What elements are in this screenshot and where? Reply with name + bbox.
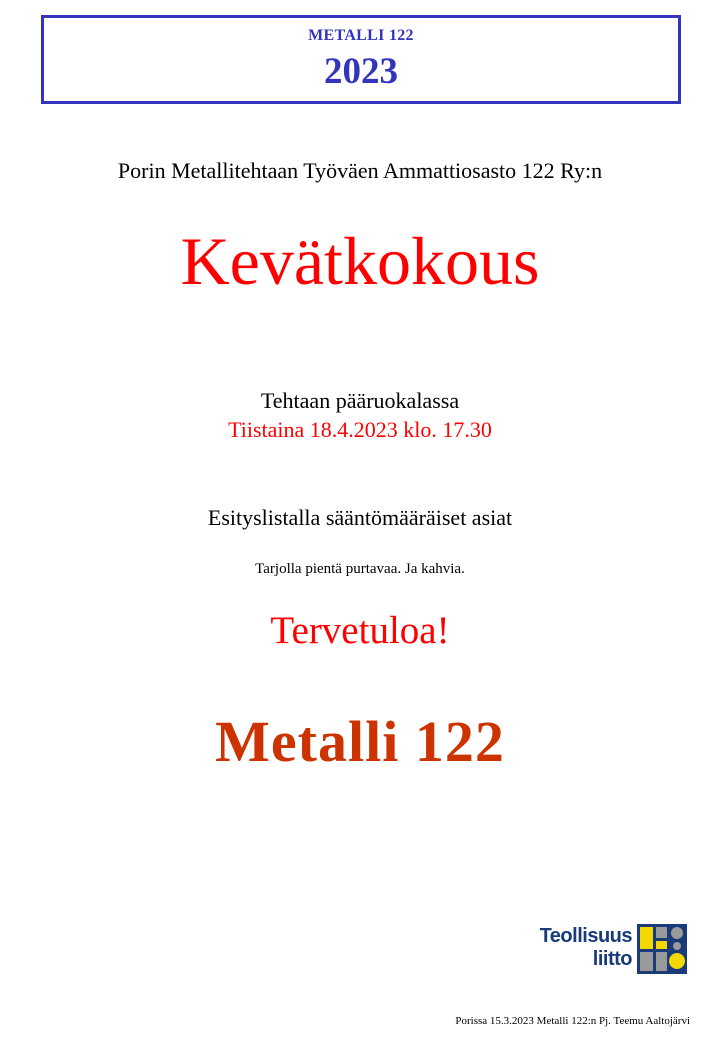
organization-name: Porin Metallitehtaan Työväen Ammattiosasto 122 Ry:n — [117, 158, 603, 183]
brand-name: Metalli 122 — [215, 709, 505, 774]
teollisuusliitto-logo — [520, 923, 688, 977]
footer-signature: Porissa 15.3.2023 Metalli 122:n Pj. Teemu Aaltojärvi — [455, 1015, 690, 1027]
welcome-text: Tervetuloa! — [270, 609, 450, 652]
offering-text: Tarjolla pientä purtavaa. Ja kahvia. — [255, 561, 465, 577]
logo-mark-icon — [636, 923, 688, 975]
event-location: Tehtaan pääruokalassa — [260, 388, 460, 413]
logo-text-line2: liitto — [592, 948, 632, 970]
header-box — [41, 15, 681, 104]
header-year: 2023 — [324, 51, 398, 92]
header-small-title: METALLI 122 — [308, 27, 414, 44]
logo-text — [520, 925, 632, 971]
agenda-text: Esityslistalla sääntömääräiset asiat — [207, 505, 513, 530]
logo-text-line1: Teollisuus — [539, 925, 632, 947]
event-datetime: Tiistaina 18.4.2023 klo. 17.30 — [228, 417, 492, 442]
event-title: Kevätkokous — [180, 223, 540, 299]
